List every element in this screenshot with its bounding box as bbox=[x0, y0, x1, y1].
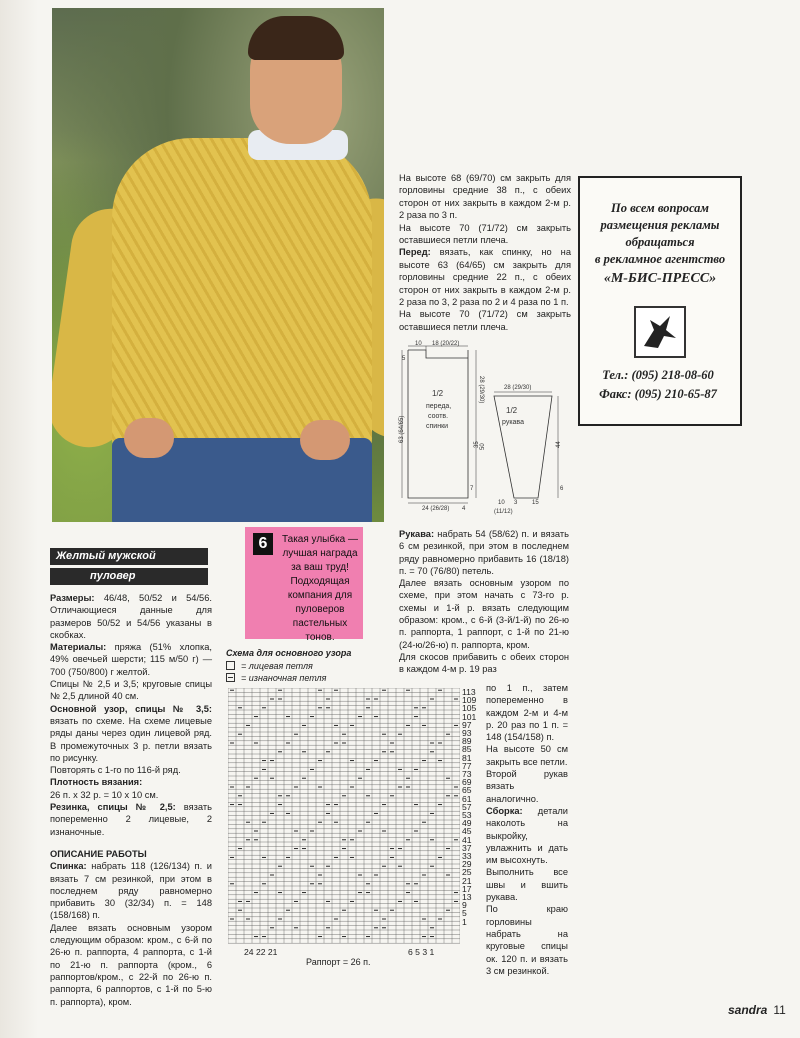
row-number: 105 bbox=[462, 703, 477, 714]
row-number: 25 bbox=[462, 867, 472, 878]
back-para-2: Далее вязать основным узором следующим образом: кром., с 6-й по 26-ю п. раппорта, 4 раппорта, с 1-й по 21-ю п. раппорта (кром., 6 раппортов/кром., с 22-й по 26-ю п. раппорта, 6 раппортов, с 1-й по 5-ю п. раппорта), кром. bbox=[50, 922, 212, 1007]
ad-agency-name: «М-БИС-ПРЕСС» bbox=[603, 271, 717, 286]
dim-label: 15 bbox=[532, 500, 539, 506]
density-para: 26 п. х 32 р. = 10 х 10 см. bbox=[50, 789, 159, 800]
ad-fax: Факс: (095) 210-65-87 bbox=[599, 387, 717, 401]
right-narrow-column bbox=[486, 682, 568, 977]
ad-line: размещения рекламы bbox=[600, 218, 720, 232]
text-paragraph: по 1 п., затем попеременно в каждом 2-м и 4-м р. 20 раз по 1 п. = 148 (154/158) п. bbox=[486, 683, 568, 743]
knit-stitch-icon bbox=[226, 661, 235, 670]
ad-line: По всем вопросам bbox=[611, 201, 709, 215]
col-label-right: 6 5 3 1 bbox=[408, 947, 435, 957]
left-column bbox=[50, 592, 212, 1008]
dim-label: (11/12) bbox=[494, 509, 513, 515]
row-number: 49 bbox=[462, 818, 472, 829]
pattern-para: Основной узор, спицы № 3,5: вязать по схеме. На схеме лицевые ряды даны через один лицевой ряд. В промежуточных 3 р. петли вязать по рисунку. bbox=[50, 703, 212, 763]
text-paragraph: На высоте 70 (71/72) см закрыть оставшиеся петли плеча. bbox=[399, 309, 571, 332]
text-paragraph: На высоте 50 см закрыть все петли. bbox=[486, 744, 568, 767]
model-photo bbox=[52, 8, 384, 522]
row-number: 53 bbox=[462, 810, 472, 821]
dim-label: 7 bbox=[470, 486, 474, 492]
row-number: 65 bbox=[462, 785, 472, 796]
pink-caption-box bbox=[245, 527, 363, 643]
dim-label: 24 (26/28) bbox=[422, 506, 450, 512]
text-paragraph: Второй рукав вязать аналогично. bbox=[486, 769, 568, 804]
pattern-title-line2: пуловер bbox=[50, 568, 208, 585]
piece-label: переда, bbox=[426, 403, 452, 410]
text-paragraph: На высоте 70 (71/72) см закрыть оставшиеся петли плеча. bbox=[399, 222, 571, 246]
piece-label: 1/2 bbox=[432, 389, 444, 398]
row-number: 17 bbox=[462, 883, 472, 894]
row-number: 69 bbox=[462, 777, 472, 788]
dim-label: 18 (20/22) bbox=[432, 341, 460, 347]
sleeve-para: Рукава: набрать 54 (58/62) п. и вязать 6 см резинкой, при этом в последнем ряду равномерно прибавить 16 (18/18) п. = 70 (76/80) петель. bbox=[399, 529, 569, 576]
right-column bbox=[399, 528, 569, 676]
row-number: 33 bbox=[462, 851, 472, 862]
stitch-chart-grid bbox=[228, 688, 460, 944]
page-number: 11 bbox=[773, 1003, 786, 1017]
pattern-number: 6 bbox=[253, 533, 273, 555]
pegasus-logo-icon bbox=[634, 306, 686, 358]
row-number: 77 bbox=[462, 760, 472, 771]
row-number: 109 bbox=[462, 695, 477, 706]
dim-label: 35 bbox=[474, 441, 480, 448]
ad-line: обращаться bbox=[625, 235, 695, 249]
piece-label: соотв. bbox=[428, 413, 449, 420]
dim-label: 6 bbox=[560, 486, 564, 492]
row-number: 81 bbox=[462, 752, 472, 763]
sleeve-para-2: Далее вязать основным узором по схеме, при этом начать с 73-го р. схемы и 1-й р. вязать следующим образом: кром., с 6-й (3-й/1-й) по 26-ю п. раппорта, 1 раппорт, с 1-й по 21-ю (24-ю/26-ю) п. раппорта, кром. bbox=[399, 578, 569, 650]
col-label-left: 24 22 21 bbox=[244, 947, 278, 957]
assembly-para: Сборка: детали наколоть на выкройку, увлажнить и дать им высохнуть. bbox=[486, 805, 568, 866]
caption-text: Такая улыбка — лучшая награда за ваш труд! Подходящая компания для пуловеров пастельных тонов. bbox=[281, 534, 359, 643]
row-number: 57 bbox=[462, 801, 472, 812]
repeat-para: Повторять с 1-го по 116-й ряд. bbox=[50, 765, 181, 776]
chart-legend: = лицевая петля = изнаночная петля bbox=[226, 660, 326, 684]
ad-line: в рекламное агентство bbox=[594, 252, 726, 266]
row-number: 85 bbox=[462, 744, 472, 755]
row-number: 41 bbox=[462, 834, 472, 845]
needles-para: Спицы № 2,5 и 3,5; круговые спицы № 2,5 длиной 40 см. bbox=[50, 679, 212, 702]
dim-label: 4 bbox=[462, 506, 466, 512]
piece-label: рукава bbox=[502, 419, 524, 426]
row-number: 1 bbox=[462, 916, 467, 927]
dim-label: 10 bbox=[498, 500, 505, 506]
text-paragraph: По краю горловины набрать на круговые спицы ок. 120 п. и вязать 3 см резинкой. bbox=[486, 904, 568, 976]
row-numbers bbox=[462, 688, 476, 926]
page-footer bbox=[728, 1003, 786, 1017]
page-spine bbox=[0, 0, 38, 1038]
brand-name: sandra bbox=[728, 1003, 768, 1017]
ad-phone: Тел.: (095) 218-08-60 bbox=[602, 368, 714, 382]
sleeve-para-3: Для скосов прибавить с обеих сторон в каждом 4-м р. 19 раз bbox=[399, 651, 569, 675]
text-paragraph: Выполнить все швы и вшить рукава. bbox=[486, 867, 568, 903]
dim-label: 5 bbox=[402, 356, 406, 362]
pattern-schematic bbox=[398, 338, 578, 518]
neckline-instructions bbox=[399, 172, 571, 333]
row-number: 45 bbox=[462, 826, 472, 837]
row-number: 113 bbox=[462, 687, 476, 697]
dim-label: 28 (29/30) bbox=[478, 376, 484, 404]
dim-label: 44 bbox=[556, 441, 562, 448]
rapport-label: Раппорт = 26 п. bbox=[306, 957, 371, 967]
chart-heading: Схема для основного узора bbox=[226, 648, 352, 658]
dim-label: 28 (29/30) bbox=[504, 385, 532, 391]
purl-stitch-icon bbox=[226, 673, 235, 682]
piece-label: 1/2 bbox=[506, 406, 518, 415]
back-para: Спинка: набрать 118 (126/134) п. и вязать 7 см резинкой, при этом в последнем ряду равномерно прибавить 30 (32/34) п. = 148 (158/168) п. bbox=[50, 861, 212, 921]
advertisement-box bbox=[578, 176, 742, 426]
row-number: 97 bbox=[462, 719, 472, 730]
front-paragraph: Перед: вязать, как спинку, но на высоте 63 (64/65) см закрыть для горловины средние 22 п., с обеих сторон от них закрыть в каждом 2-м р. 2 раза по 3, 2 раза по 2 и 4 раза по 1 п. bbox=[399, 247, 571, 308]
dim-label: 50 bbox=[480, 443, 486, 450]
dim-label: 63 (64/65) bbox=[399, 415, 405, 443]
density-head: Плотность вязания: bbox=[50, 777, 143, 788]
row-number: 93 bbox=[462, 728, 472, 739]
row-number: 37 bbox=[462, 842, 472, 853]
row-number: 5 bbox=[462, 908, 467, 919]
row-number: 89 bbox=[462, 736, 472, 747]
row-number: 61 bbox=[462, 793, 472, 804]
text-paragraph: На высоте 68 (69/70) см закрыть для горловины средние 38 п., с обеих сторон от них закрыть в каждом 2-м р. 2 раза по 3 п. bbox=[399, 173, 571, 221]
row-number: 101 bbox=[462, 711, 477, 722]
rib-para: Резинка, спицы № 2,5: вязать попеременно 2 лицевые, 2 изнаночные. bbox=[50, 802, 212, 837]
piece-label: спинки bbox=[426, 423, 449, 430]
row-number: 13 bbox=[462, 892, 472, 903]
dim-label: 10 bbox=[415, 341, 422, 347]
row-number: 29 bbox=[462, 859, 472, 870]
row-number: 73 bbox=[462, 769, 472, 780]
work-heading: ОПИСАНИЕ РАБОТЫ bbox=[50, 848, 147, 859]
row-number: 9 bbox=[462, 900, 467, 911]
dim-label: 3 bbox=[514, 500, 518, 506]
pattern-title-line1: Желтый мужской bbox=[50, 548, 208, 565]
sizes-para: Размеры: 46/48, 50/52 и 54/56. Отличающиеся данные для размеров 50/52 и 54/56 указаны в скобках. bbox=[50, 593, 212, 640]
materials-para: Материалы: пряжа (51% хлопка, 49% овечьей шерсти; 115 м/50 г) — 700 (750/800) г желтой. bbox=[50, 642, 212, 677]
row-number: 21 bbox=[462, 875, 472, 886]
